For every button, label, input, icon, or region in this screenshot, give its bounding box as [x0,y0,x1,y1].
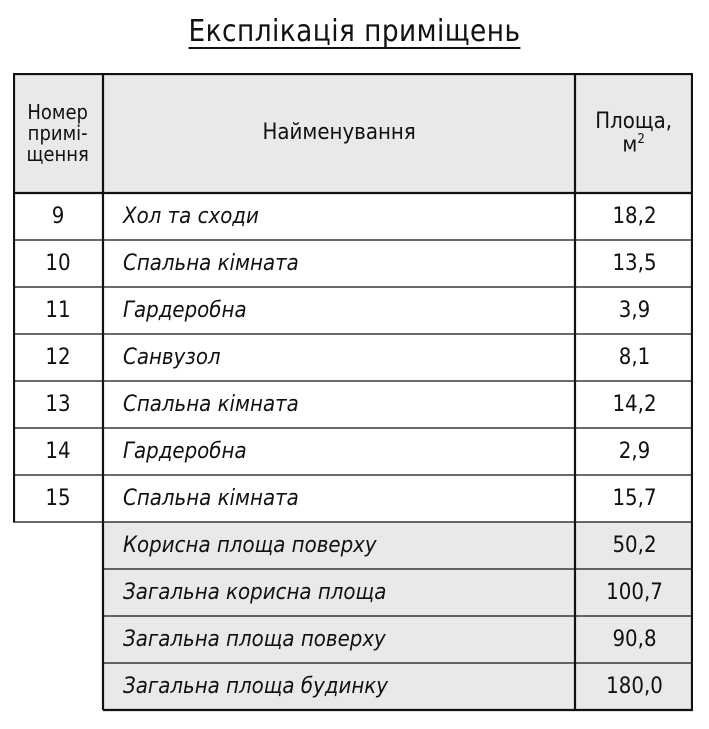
room-name: Спальна кімната [123,391,299,417]
room-number: 14 [45,438,71,464]
summary-name: Загальна площа будинку [123,673,388,699]
room-explication-table [13,73,693,713]
room-number: 12 [45,344,71,370]
summary-name: Загальна площа поверху [123,626,386,652]
header-number-line: Номер [27,99,89,124]
summary-name: Загальна корисна площа [123,579,387,605]
table-title [43,14,667,49]
header-area-unit: $м^2$ [622,131,646,158]
summary-area: 90,8 [611,626,657,652]
summary-area: 50,2 [611,532,657,558]
room-number: 10 [45,250,71,276]
table-title-text: Експлікація приміщень [188,14,521,49]
table-grid [13,73,693,713]
room-name: Санвузол [123,344,221,370]
summary-area: 180,0 [605,673,663,699]
summary-name: Корисна площа поверху [123,532,377,558]
header-number-line: примі- [28,120,88,145]
room-area: 8,1 [618,344,650,370]
room-area: 18,2 [611,203,657,229]
room-number: 15 [45,485,71,511]
room-name: Спальна кімната [123,250,299,276]
room-name: Гардеробна [123,438,247,464]
room-number: 13 [45,391,71,417]
header-area-label: Площа, [595,108,673,134]
room-name: Гардеробна [123,297,247,323]
room-number: 9 [51,203,65,229]
summary-area: 100,7 [605,579,663,605]
header-number-line: щення [26,141,90,166]
room-area: 2,9 [618,438,650,464]
room-area: 13,5 [611,250,657,276]
room-number: 11 [45,297,71,323]
room-area: 3,9 [618,297,650,323]
room-area: 14,2 [611,391,657,417]
room-area: 15,7 [611,485,657,511]
header-name-label: Найменування [262,120,416,146]
room-name: Спальна кімната [123,485,299,511]
room-name: Хол та сходи [123,203,259,229]
